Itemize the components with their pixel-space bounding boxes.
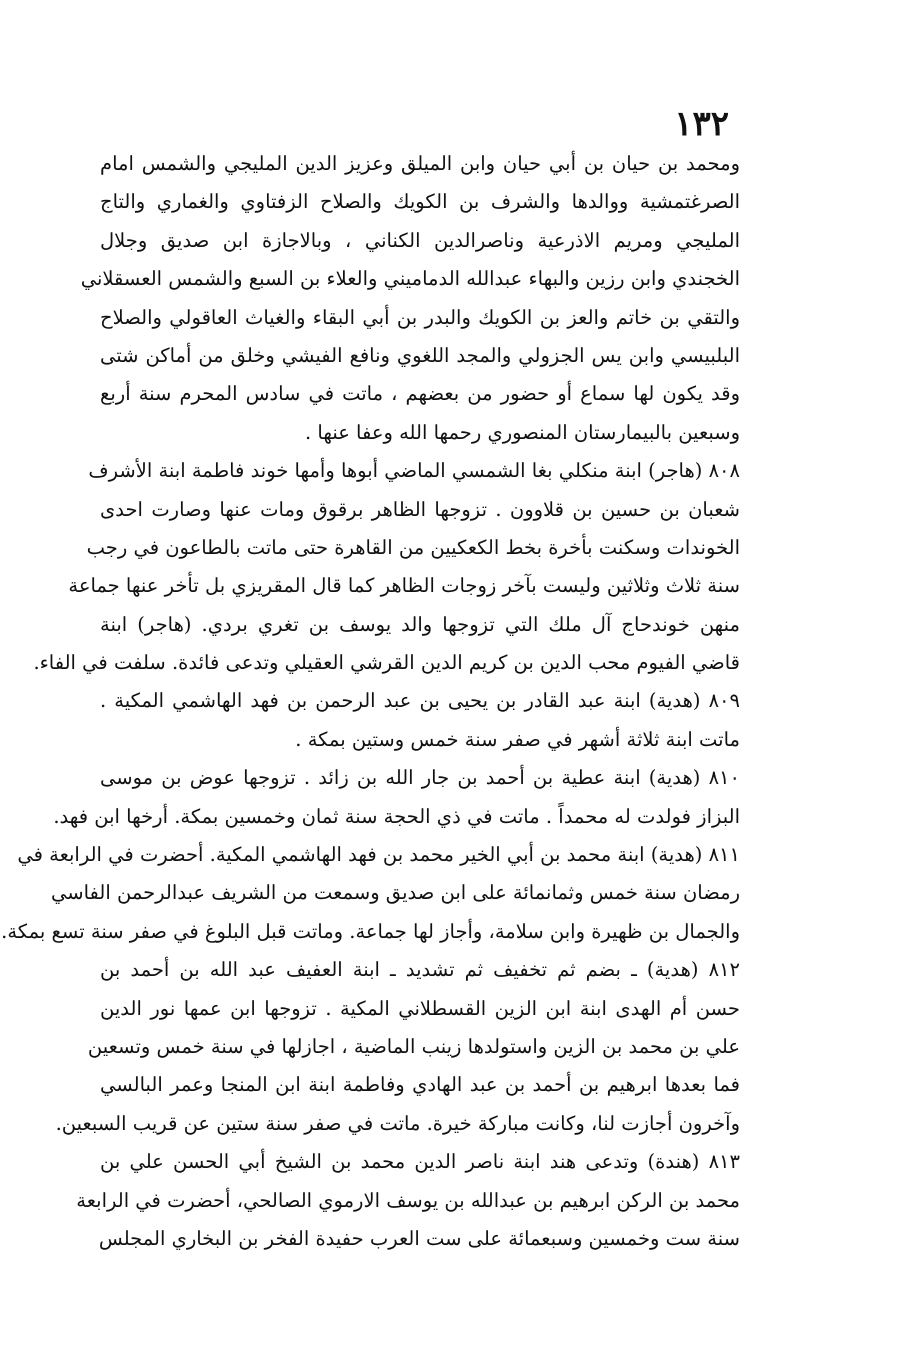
- text-line: ٨٠٨ (هاجر) ابنة منكلي بغا الشمسي الماضي أبوها وأمها خوند فاطمة ابنة الأشرف: [88, 459, 740, 483]
- text-line: وآخرون أجازت لنا، وكانت مباركة خيرة. ماتت في صفر سنة ستين عن قريب السبعين.: [55, 1111, 740, 1135]
- text-line: الصرغتمشية ووالدها والشرف بن الكويك والصلاح الزفتاوي والغماري والتاج: [100, 190, 740, 214]
- text-line: المليجي ومريم الاذرعية وناصرالدين الكناني ، وبالاجازة ابن صديق وجلال: [100, 228, 740, 252]
- text-line: البزاز فولدت له محمداً . ماتت في ذي الحجة سنة ثمان وخمسين بمكة. أرخها ابن فهد.: [53, 804, 740, 828]
- text-line: محمد بن الركن ابرهيم بن عبدالله بن يوسف الارموي الصالحي، أحضرت في الرابعة: [76, 1188, 740, 1212]
- page-number: ١٣٢: [674, 104, 729, 144]
- text-line: سنة ست وخمسين وسبعمائة على ست العرب حفيدة الفخر بن البخاري المجلس: [98, 1226, 740, 1250]
- text-line: ٨١٢ (هدية) ـ بضم ثم تخفيف ثم تشديد ـ ابنة العفيف عبد الله بن أحمد بن: [100, 958, 740, 982]
- text-line: ٨١٣ (هندة) وتدعى هند ابنة ناصر الدين محمد بن الشيخ أبي الحسن علي بن: [100, 1150, 740, 1174]
- text-line: الخوندات وسكنت بأخرة بخط الكعكيين من القاهرة حتى ماتت بالطاعون في رجب: [86, 535, 740, 559]
- text-line: البلبيسي وابن يس الجزولي والمجد اللغوي ونافع الفيشي وخلق من أماكن شتى: [100, 343, 740, 367]
- text-line: منهن خوندحاج آل ملك التي تزوجها والد يوسف بن تغري بردي. (هاجر) ابنة: [100, 612, 740, 636]
- text-line: الخجندي وابن رزين والبهاء عبدالله الدماميني والعلاء بن السبع والشمس العسقلاني: [80, 267, 740, 291]
- text-line: ٨١١ (هدية) ابنة محمد بن أبي الخير محمد بن فهد الهاشمي المكية. أحضرت في الرابعة في: [17, 843, 740, 867]
- text-line: وقد يكون لها سماع أو حضور من بعضهم ، ماتت في سادس المحرم سنة أربع: [100, 382, 740, 406]
- text-line: قاضي الفيوم محب الدين بن كريم الدين القرشي العقيلي وتدعى فائدة. سلفت في الفاء.: [33, 651, 740, 675]
- text-line: سنة ثلاث وثلاثين وليست بآخر زوجات الظاهر كما قال المقريزي بل تأخر عنها جماعة: [68, 574, 740, 598]
- text-line: حسن أم الهدى ابنة ابن الزين القسطلاني المكية . تزوجها ابن عمها نور الدين: [100, 996, 740, 1020]
- text-line: فما بعدها ابرهيم بن أحمد بن عبد الهادي وفاطمة ابنة ابن المنجا وعمر البالسي: [100, 1073, 740, 1097]
- text-line: ٨١٠ (هدية) ابنة عطية بن أحمد بن جار الله بن زائد . تزوجها عوض بن موسى: [100, 766, 740, 790]
- text-line: علي بن محمد بن الزين واستولدها زينب الماضية ، اجازلها في سنة خمس وتسعين: [87, 1034, 740, 1058]
- text-line: وسبعين بالبيمارستان المنصوري رحمها الله وعفا عنها .: [305, 420, 740, 444]
- text-line: ومحمد بن حيان بن أبي حيان وابن الميلق وعزيز الدين المليجي والشمس امام: [100, 152, 740, 175]
- text-line: والجمال بن ظهيرة وابن سلامة، وأجاز لها جماعة. وماتت قبل البلوغ في صفر سنة تسع بمكة.: [1, 919, 740, 943]
- text-line: رمضان سنة خمس وثمانمائة على ابن صديق وسمعت من الشريف عبدالرحمن الفاسي: [51, 881, 740, 905]
- text-line: ماتت ابنة ثلاثة أشهر في صفر سنة خمس وستين بمكة .: [295, 727, 740, 751]
- text-line: والتقي بن خاتم والعز بن الكويك والبدر بن أبي البقاء والغياث العاقولي والصلاح: [100, 305, 740, 329]
- text-body: [1, 145, 740, 1258]
- text-line: ٨٠٩ (هدية) ابنة عبد القادر بن يحيى بن عبد الرحمن بن فهد الهاشمي المكية .: [100, 689, 740, 713]
- text-line: شعبان بن حسين بن قلاوون . تزوجها الظاهر برقوق ومات عنها وصارت احدى: [100, 497, 740, 521]
